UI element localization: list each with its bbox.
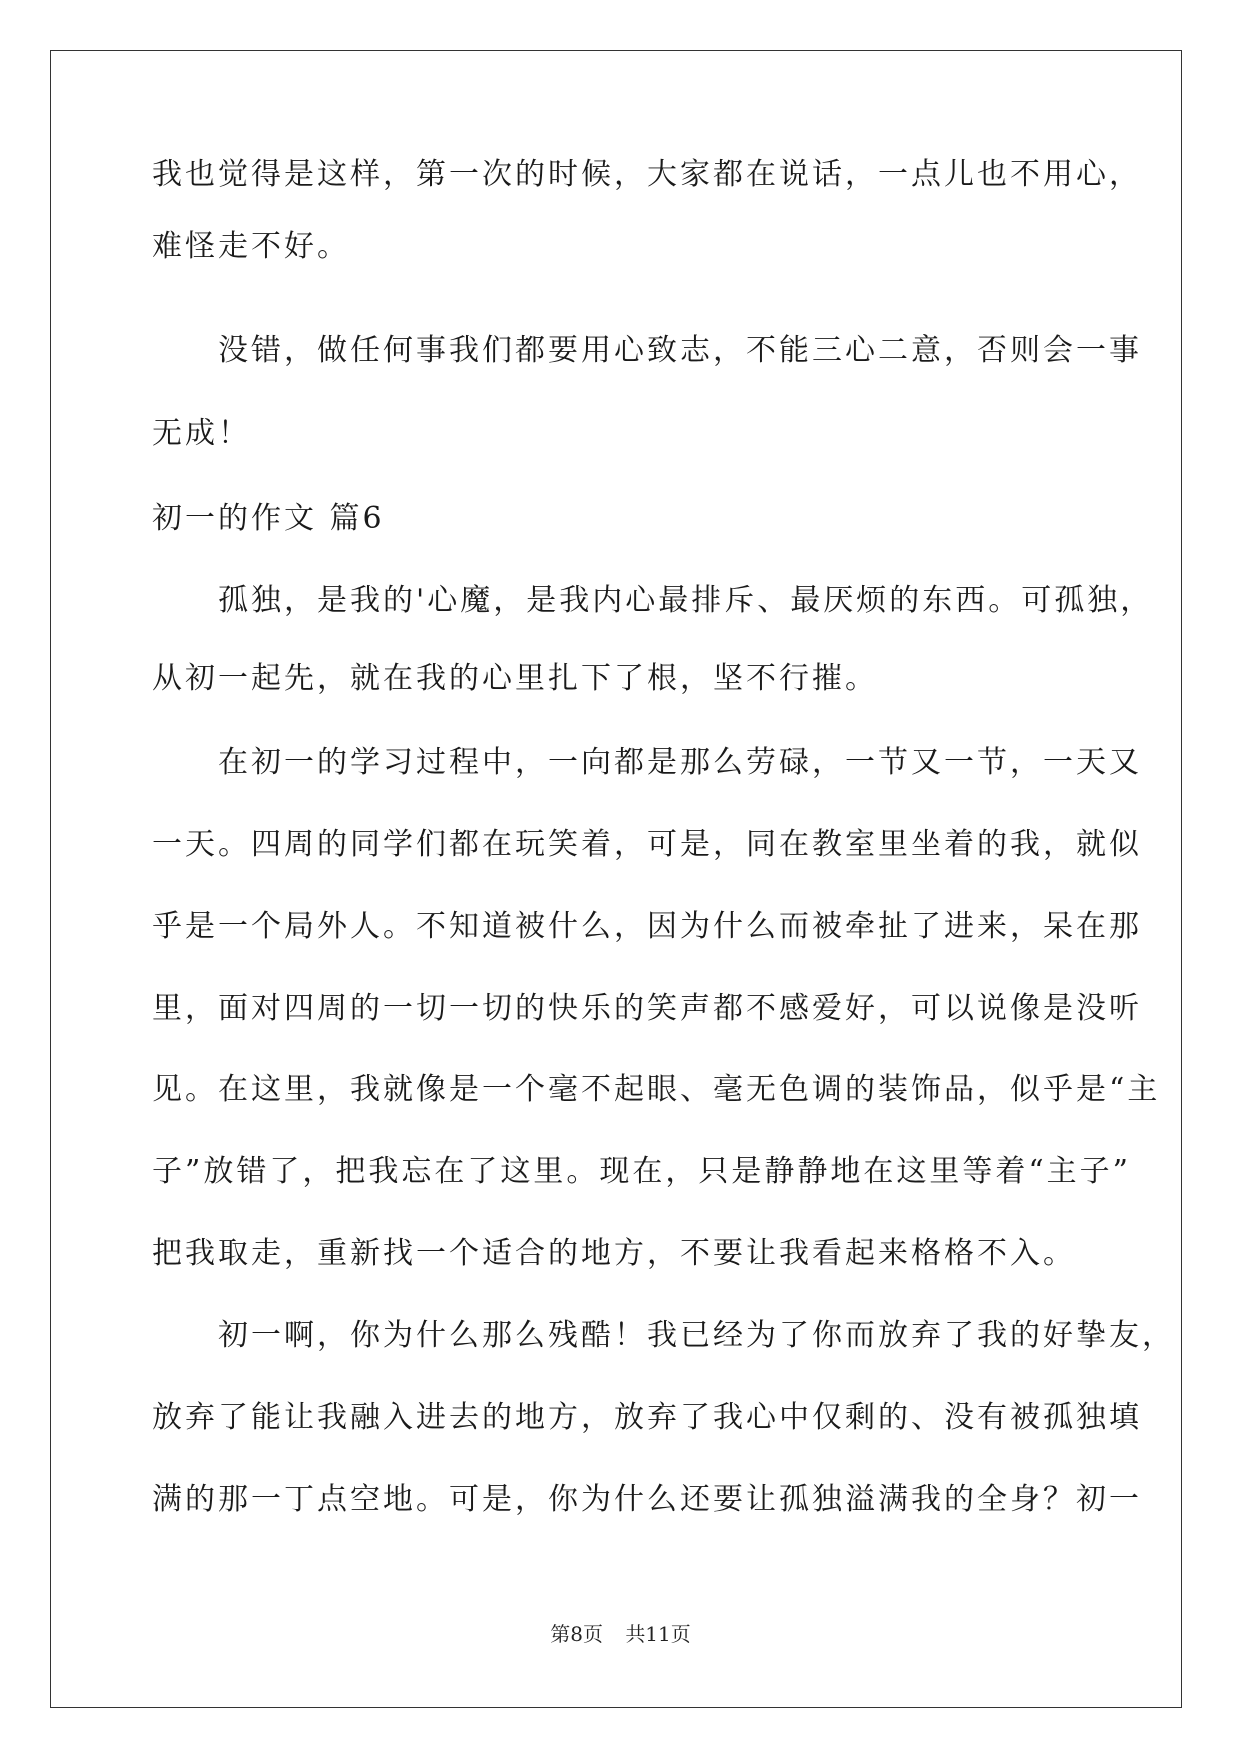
text-line: 一天。四周的同学们都在玩笑着，可是，同在教室里坐着的我，就似 — [152, 827, 1142, 862]
text-line: 把我取走，重新找一个适合的地方，不要让我看起来格格不入。 — [152, 1236, 1076, 1271]
section-heading: 初一的作文 篇6 — [152, 501, 385, 536]
text-line: 初一啊，你为什么那么残酷！我已经为了你而放弃了我的好挚友， — [152, 1318, 1175, 1353]
page-footer — [0, 1622, 1241, 1646]
text-line: 我也觉得是这样，第一次的时候，大家都在说话，一点儿也不用心， — [152, 157, 1142, 192]
text-line: 见。在这里，我就像是一个毫不起眼、毫无色调的装饰品，似乎是“主 — [152, 1072, 1161, 1107]
page-frame — [50, 50, 1182, 1708]
text-line: 从初一起先，就在我的心里扎下了根，坚不行摧。 — [152, 661, 878, 696]
text-line: 没错，做任何事我们都要用心致志，不能三心二意，否则会一事 — [152, 333, 1142, 368]
page-total: 共11页 — [625, 1622, 691, 1646]
text-line: 孤独，是我的'心魔，是我内心最排斥、最厌烦的东西。可孤独， — [152, 583, 1154, 618]
text-line: 里，面对四周的一切一切的快乐的笑声都不感爱好，可以说像是没听 — [152, 991, 1142, 1026]
text-line: 满的那一丁点空地。可是，你为什么还要让孤独溢满我的全身？初一 — [152, 1482, 1142, 1517]
text-line: 难怪走不好。 — [152, 229, 350, 264]
text-line: 在初一的学习过程中，一向都是那么劳碌，一节又一节，一天又 — [152, 745, 1142, 780]
text-line: 无成！ — [152, 416, 251, 451]
page-number: 第8页 — [550, 1622, 603, 1646]
text-line: 乎是一个局外人。不知道被什么，因为什么而被牵扯了进来，呆在那 — [152, 909, 1142, 944]
text-line: 子”放错了，把我忘在了这里。现在，只是静静地在这里等着“主子” — [152, 1154, 1132, 1189]
text-line: 放弃了能让我融入进去的地方，放弃了我心中仅剩的、没有被孤独填 — [152, 1400, 1142, 1435]
